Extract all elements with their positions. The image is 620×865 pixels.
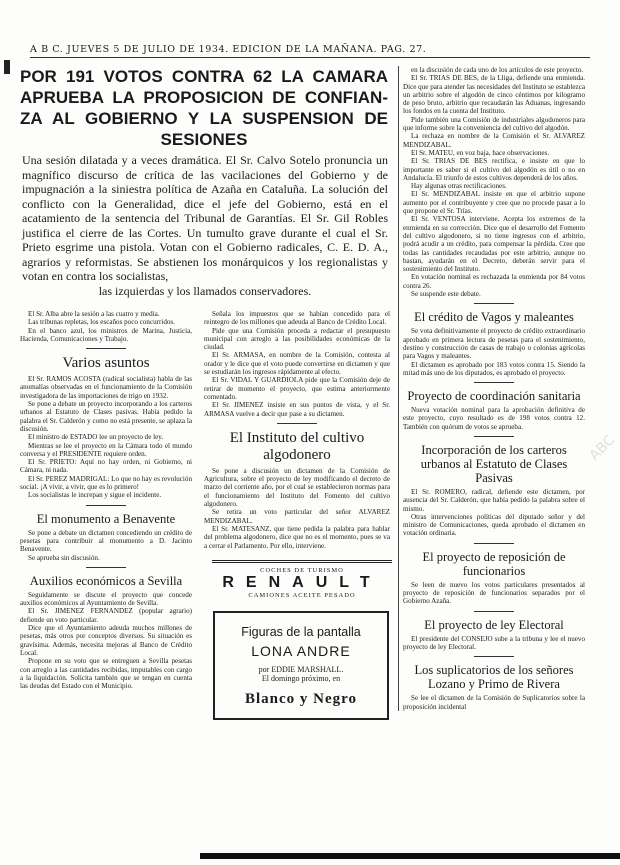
- paragraph: En el banco azul, los ministros de Marina, Justicia, Hacienda, Comunicaciones y Trabajo.: [20, 326, 192, 343]
- column-middle: [204, 310, 390, 720]
- deck-text: Una sesión dilatada y a veces dramática. El Sr. Calvo Sotelo pronuncia un magnífico discurso de crítica de las vacilaciones del Gobierno y de impugnación a la siniestra política de Azaña en Cataluña. La solución del conflicto con la Generalidad, dice el jefe del Gobierno, está en el acatamiento de la sentencia del Tribunal de Garantías. El Sr. Gil Robles justifica el cierre de las Cortes. Un tumulto grave durante el cual el Sr. Prieto esgrime una pistola. Votan con el Gobierno radicales, C. E. D. A., agrarios y reformistas. Se abstienen los monárquicos y los regionalistas y votan en contra los socialistas,: [22, 153, 388, 283]
- paragraph: Se retira un voto particular del señor ALVAREZ MENDIZABAL.: [204, 508, 390, 525]
- paragraph: El Sr. RAMOS ACOSTA (radical socialista) habla de las anomalías observadas en el funcionamiento de la Comisión investigadora de las importaciones de trigo en 1932.: [20, 375, 192, 400]
- paragraph: Señala los impuestos que se habían concedido para el reintegro de los millones que adeuda al Banco de Crédito Local.: [204, 310, 390, 327]
- ad-tagline: COCHES DE TURISMO: [260, 566, 344, 574]
- paragraph: El Sr. PRIETO: Aquí no hay orden, ni Gobierno, ni Cámara, ni nada.: [20, 458, 192, 475]
- left-area: [20, 66, 390, 720]
- headline-line: APRUEBA LA PROPOSICION DE CONFIAN-: [20, 88, 388, 107]
- page-bottom-bar: [200, 853, 620, 859]
- paragraph: El Sr. MENDIZABAL insiste en que el arbitrio supone aumento por el contribuyente y cree que no procede pasar a lo que propone el Sr. Trías.: [403, 190, 585, 216]
- renault-advertisement: [212, 560, 392, 599]
- paragraph: Hay algunas otras rectificaciones.: [411, 182, 507, 191]
- paragraph: Se pone a debate un dictamen concediendo un crédito de pesetas para contribuir al monumento a D. Jacinto Benavente.: [20, 528, 192, 554]
- paragraph: Nueva votación nominal para la aprobación definitiva de este proyecto, cuyo resultado es de 198 votos contra 12. También con quórum de votos se aprueba.: [403, 406, 585, 431]
- paragraph: Se vota definitivamente el proyecto de crédito extraordinario aprobado en primera lectura de pesetas para el sostenimiento, destino y construcción de casas de trabajo o colonias agrícolas para Vagos y maleantes.: [403, 327, 585, 361]
- paragraph: Se pone a discusión un dictamen de la Comisión de Agricultura, sobre el proyecto de ley modificando el decreto de marzo del corriente año, por el cual se establecieron normas para el funcionamiento del Instituto del Fomento del cultivo algodonero.: [204, 466, 390, 509]
- paragraph: El ministro de ESTADO lee un proyecto de ley.: [28, 433, 164, 442]
- column-left: [20, 310, 192, 720]
- ad-tagline: CAMIONES ACEITE PESADO: [248, 591, 356, 599]
- section-heading: El proyecto de ley Electoral: [424, 617, 564, 632]
- headline-line: POR 191 VOTOS CONTRA 62 LA CAMARA: [20, 67, 388, 86]
- divider: [86, 348, 126, 349]
- paragraph: El dictamen es aprobado por 183 votos contra 15. Siendo la mitad más uno de los diputados, es aprobado el proyecto.: [403, 360, 585, 377]
- section-heading: Proyecto de coordinación sanitaria: [407, 389, 581, 404]
- paragraph: El Sr. ARMASA, en nombre de la Comisión, contesta al orador y le dice que el voto puede convertirse en dictamen y que se estudiarán los ingresos rápidamente al efecto.: [204, 351, 390, 377]
- paragraph: El Sr. PEREZ MADRIGAL: Lo que no hay es revolución social. ¡A vivir, a vivir, que es lo primero!: [20, 474, 192, 492]
- paragraph: Otras intervenciones políticas del diputado señor y del ministro de Comunicaciones, queda aprobado el dictamen en votación ordinaria.: [403, 512, 585, 538]
- deck-last-line: las izquierdas y los llamados conservadores.: [98, 283, 312, 298]
- paragraph: El Sr. TRIAS DE BES, de la Lliga, defiende una enmienda. Dice que para atender las necesidades del Instituto se establezca un arbitrio sobre el algodón de cinco céntimos por kilogramo de peso bruto, arbitrio que recaudarán las Aduanas, ingresando los fondos en la cuenta del Instituto.: [403, 74, 585, 116]
- section-heading: El proyecto de reposición de funcionarios: [422, 549, 566, 578]
- headline-line: ZA AL GOBIERNO Y LA SUSPENSION DE: [20, 109, 388, 128]
- paragraph: Se suspende este debate.: [411, 290, 481, 299]
- paragraph: El Sr. VIDAL Y GUARDIOLA pide que la Comisión deje de retirar de momento el proyecto, que estima anteriormente comentado.: [204, 376, 390, 401]
- section-heading: Varios asuntos: [62, 355, 150, 372]
- paragraph: Los socialistas le increpan y sigue el incidente.: [28, 491, 162, 500]
- divider: [474, 611, 514, 612]
- ad-line: Figuras de la pantalla: [241, 624, 361, 639]
- divider: [86, 567, 126, 568]
- paragraph: Se lee el dictamen de la Comisión de Suplicatorios sobre la proposición incidental: [403, 694, 585, 711]
- lower-columns: [20, 310, 390, 720]
- headline-line: SESIONES: [160, 130, 248, 149]
- divider: [474, 382, 514, 383]
- paragraph: Seguidamente se discute el proyecto que concede auxilios económicos al Ayuntamiento de Sevilla.: [20, 590, 192, 608]
- headline-deck: [22, 153, 388, 298]
- ad-line: El domingo próximo, en: [261, 673, 341, 683]
- paragraph: Pide que una Comisión proceda a redactar el presupuesto municipal con arreglo a las posibilidades económicas de la ciudad.: [204, 326, 390, 352]
- paragraph: El Sr. MATESANZ, que tiene pedida la palabra para hablar del problema algodonero, dice que no es el momento, pues se va a cerrar el Parlamento. Por ello, interviene.: [204, 524, 390, 550]
- paragraph: El Sr. JIMENEZ insiste en sus puntos de vista, y el Sr. ARMASA vuelve a decir que pase a su dictamen.: [204, 401, 390, 418]
- paragraph: El Sr. Alba abre la sesión a las cuatro y media.: [28, 310, 160, 318]
- paragraph: El Sr. JIMENEZ FERNANDEZ (popular agrario) defiende un voto particular.: [20, 607, 192, 624]
- section-heading: El crédito de Vagos y maleantes: [414, 310, 574, 325]
- paragraph: Las tribunas repletas, los escaños poco concurridos.: [28, 318, 175, 327]
- paragraph: La rechaza en nombre de la Comisión el Sr. ALVAREZ MENDIZABAL.: [403, 132, 585, 149]
- paragraph: Propone en su voto que se entreguen a Sevilla pesetas con arreglo a las cantidades recibidas, imputables con cargo a la liquidación. Solicita también que se tengan en cuenta las deudas del Estado con el Municipio.: [20, 657, 192, 691]
- paragraph: en la discusión de cada uno de los artículos de este proyecto.: [411, 66, 584, 74]
- blanco-y-negro-advertisement: [213, 611, 389, 720]
- section-heading: Incorporación de los carteros urbanos al Estatuto de Clases Pasivas: [420, 442, 568, 485]
- ad-line: Blanco y Negro: [244, 690, 358, 707]
- section-heading: El Instituto del cultivo algodonero: [229, 429, 365, 463]
- margin-mark: [4, 60, 10, 74]
- paragraph: En votación nominal es rechazada la enmienda por 84 votos contra 26.: [403, 273, 585, 290]
- paragraph: El presidente del CONSEJO sube a la tribuna y lee el nuevo proyecto de ley Electoral.: [403, 634, 585, 651]
- section-heading: El monumento a Benavente: [36, 511, 176, 526]
- paragraph: Se pone a debate un proyecto incorporando a los carteros urbanos al Estatuto de Clases pasivas. Había pedido la palabra el Sr. Calderón y como no está presente, se aplaza la discusión.: [20, 400, 192, 433]
- divider: [474, 436, 514, 437]
- paragraph: Se aprueba sin discusión.: [28, 553, 100, 562]
- divider: [474, 543, 514, 544]
- divider: [277, 423, 317, 424]
- divider: [86, 505, 126, 506]
- paragraph: Mientras se lee el proyecto en la Cámara todo el mundo conversa y el PRESIDENTE requiere orden.: [20, 441, 192, 458]
- paragraph: Pide también una Comisión de industriales algodoneros para que informe sobre la conveniencia del cultivo del algodón.: [403, 115, 585, 133]
- ad-line: por EDDIE MARSHALL.: [258, 664, 344, 674]
- abc-watermark: ABC: [586, 432, 619, 464]
- paragraph: El Sr. VENTOSA interviene. Acepta los extremos de la enmienda en su corrección. Dice que el desarrollo del Fomento del cultivo algodonero, si no tiene ingresos con el arbitrio, podrá acudir a un crédito, para compensar la pérdida. Cree que todas las cantidades recaudadas por este arbitrio, aunque no bastan, ayudarán en el Decreto, deberán servir para el sostenimiento del Instituto.: [403, 215, 585, 274]
- column-right: [398, 66, 585, 711]
- paragraph: El Sr. TRIAS DE BES rectifica, e insiste en que lo importante es saber si el cultivo del algodón es útil o no en Andalucía. El triunfo de estos cultivos dependerá de los años.: [403, 157, 585, 182]
- section-heading: Los suplicatorios de los señores Lozano y Primo de Rivera: [414, 663, 574, 692]
- divider: [474, 303, 514, 304]
- divider: [474, 656, 514, 657]
- paragraph: El Sr. ROMERO, radical, defiende este dictamen, por ausencia del Sr. Calderón, que había pedido la palabra sobre el mismo.: [403, 487, 585, 513]
- main-headline: [20, 66, 388, 150]
- paragraph: El Sr. MATEU, en voz baja, hace observaciones.: [411, 148, 550, 157]
- ad-brand: RENAULT: [222, 573, 382, 591]
- ad-line: LONA ANDRE: [251, 642, 351, 659]
- section-heading: Auxilios económicos a Sevilla: [29, 573, 183, 588]
- paragraph: Se leen de nuevo los votos particulares presentados al proyecto de reposición de funcionarios separados por el Gobierno Azaña.: [403, 580, 585, 606]
- page-masthead: A B C. JUEVES 5 DE JULIO DE 1934. EDICION DE LA MAÑANA. PAG. 27.: [30, 44, 590, 58]
- paragraph: Dice que el Ayuntamiento adeuda muchos millones de pesetas, más otros por conceptos diversos. Su situación es gravísima. Además, necesita mejoras al Banco de Crédito Local.: [20, 624, 192, 657]
